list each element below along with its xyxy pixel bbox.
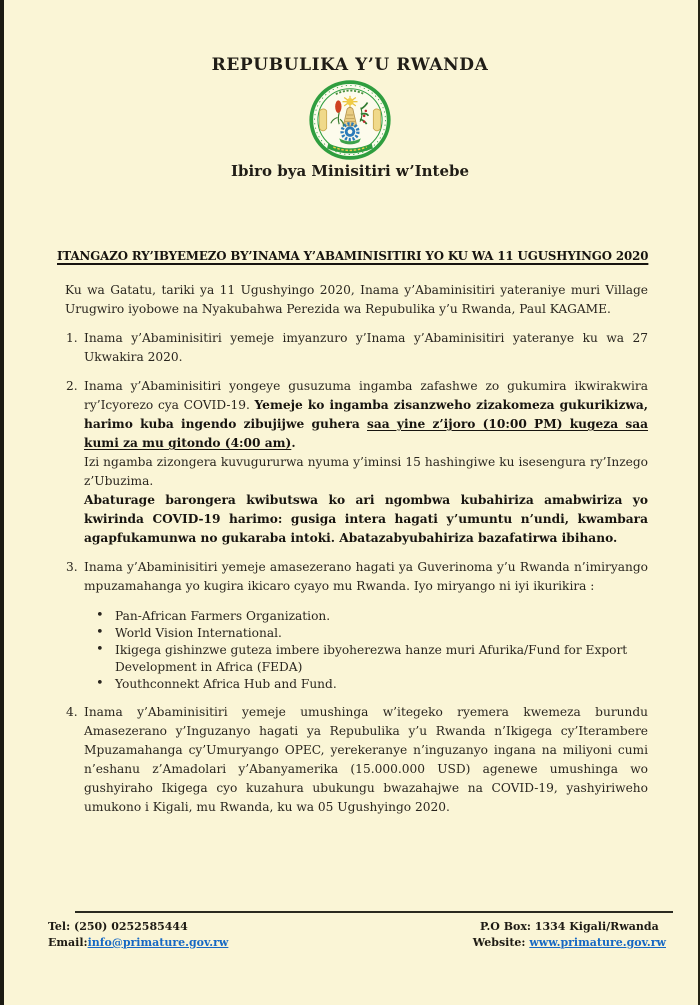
- footer-contact-right: [473, 919, 666, 950]
- item-text-bold-underlined: saa yine z’ijoro (10:00 PM) kugeza saa kumi za mu gitondo (4:00 am): [84, 417, 649, 450]
- list-item: [94, 642, 648, 676]
- email-link[interactable]: info@primature.gov.rw: [87, 935, 229, 949]
- organization-name: World Vision International.: [115, 626, 282, 640]
- intro-paragraph: Ku wa Gatatu, tariki ya 11 Ugushyingo 2020, Inama y’Abaminisitiri yateraniye muri Village Urugwiro iyobowe na Nyakubahwa Perezida wa Repubulika y’u Rwanda, Paul KAGAME.: [65, 283, 648, 316]
- item-number: 4.: [66, 705, 78, 719]
- item-number: 2.: [66, 379, 78, 393]
- item-text: Inama y’Abaminisitiri yemeje imyanzuro y’Inama y’Abaminisitiri yateranye ku wa 27 Ukwakira 2020.: [84, 331, 648, 364]
- decision-item-4: [65, 703, 648, 817]
- letterhead-footer: [0, 911, 700, 950]
- bullet-icon: •: [96, 676, 104, 691]
- footer-divider: [75, 911, 673, 913]
- list-item: [94, 625, 648, 642]
- communique-title: ITANGAZO RY’IBYEMEZO BY’INAMA Y’ABAMINISITIRI YO KU WA 11 UGUSHYINGO 2020: [57, 249, 649, 263]
- bullet-icon: •: [96, 608, 104, 623]
- office-title: Ibiro bya Minisitiri w’Intebe: [230, 162, 470, 180]
- review-note: Izi ngamba zizongera kuvugururwa nyuma y’iminsi 15 hashingiwe ku isesengura ry’Inzego z’Ubuzima.: [84, 455, 648, 488]
- item-text: Inama y’Abaminisitiri yemeje amasezerano hagati ya Guverinoma y’u Rwanda n’imiryango mpuzamahanga yo kugira ikicaro cyayo mu Rwanda. Iyo miryango ni iyi ikurikira :: [84, 560, 648, 593]
- list-item: [94, 608, 648, 625]
- pobox-line: P.O Box: 1334 Kigali/Rwanda: [480, 920, 659, 933]
- bullet-icon: •: [96, 625, 104, 640]
- website-line: [473, 935, 666, 951]
- document-body: [65, 281, 648, 817]
- list-item: [94, 676, 648, 693]
- scan-edge-left: [0, 0, 4, 1005]
- footer-contact-left: [48, 919, 228, 950]
- republic-title: REPUBULIKA Y’U RWANDA: [211, 55, 489, 75]
- organization-list: [94, 608, 648, 693]
- email-line: [48, 935, 228, 951]
- item-text: Inama y’Abaminisitiri yemeje umushinga w’itegeko ryemera kwemeza burundu Amasezerano y’Inguzanyo hagati ya Repubulika y’u Rwanda n’Ikigega cy’Iterambere Mpuzamahanga cy’Umuryango OPEC, yerekeranye n’inguzanyo ingana na miliyoni cumi n’eshanu z’Amadolari y’Abanyamerika (15.000.000 USD) agenewe umushinga wo gushyiraho Ikigega cyo kuzahura ubukungu bwazahajwe na COVID-19, yashyiriweho umukono i Kigali, mu Rwanda, ku wa 05 Ugushyingo 2020.: [84, 705, 648, 814]
- item-text-bold-period: .: [291, 436, 296, 450]
- covid-warning: Abaturage barongera kwibutswa ko ari ngombwa kubahiriza amabwiriza yo kwirinda COVID-19 harimo: gusiga intera hagati y’umuntu n’undi, kwambara agapfukamunwa no gukaraba intoki. Abatazabyubahiriza bazafatirwa ibihano.: [84, 493, 648, 545]
- organization-name: Ikigega gishinzwe guteza imbere ibyoherezwa hanze muri Afurika/Fund for Export Development in Africa (FEDA): [115, 643, 628, 674]
- decision-item-2: [65, 377, 648, 548]
- item-number: 1.: [66, 331, 78, 345]
- decision-item-1: [65, 329, 648, 367]
- organization-name: Youthconnekt Africa Hub and Fund.: [115, 677, 337, 691]
- telephone-line: Tel: (250) 0252585444: [48, 920, 188, 933]
- email-label: Email:: [48, 935, 88, 949]
- letterhead: [0, 0, 700, 181]
- website-link[interactable]: www.primature.gov.rw: [529, 935, 666, 949]
- organization-name: Pan-African Farmers Organization.: [115, 609, 331, 623]
- bullet-icon: •: [96, 642, 104, 657]
- website-label: Website:: [472, 935, 526, 949]
- rwanda-coat-of-arms-icon: [307, 80, 393, 160]
- item-text-bold: Yemeje ko ingamba zisanzweho zizakomeza gukurikizwa, harimo kuba ingendo zibujijwe guhera: [84, 398, 648, 431]
- item-text: [84, 377, 648, 453]
- decision-item-3: [65, 558, 648, 693]
- item-number: 3.: [66, 560, 78, 574]
- item-text-plain: Inama y’Abaminisitiri yongeye gusuzuma ingamba zafashwe zo gukumira ikwirakwira ry’Icyorezo cya COVID-19.: [84, 379, 648, 412]
